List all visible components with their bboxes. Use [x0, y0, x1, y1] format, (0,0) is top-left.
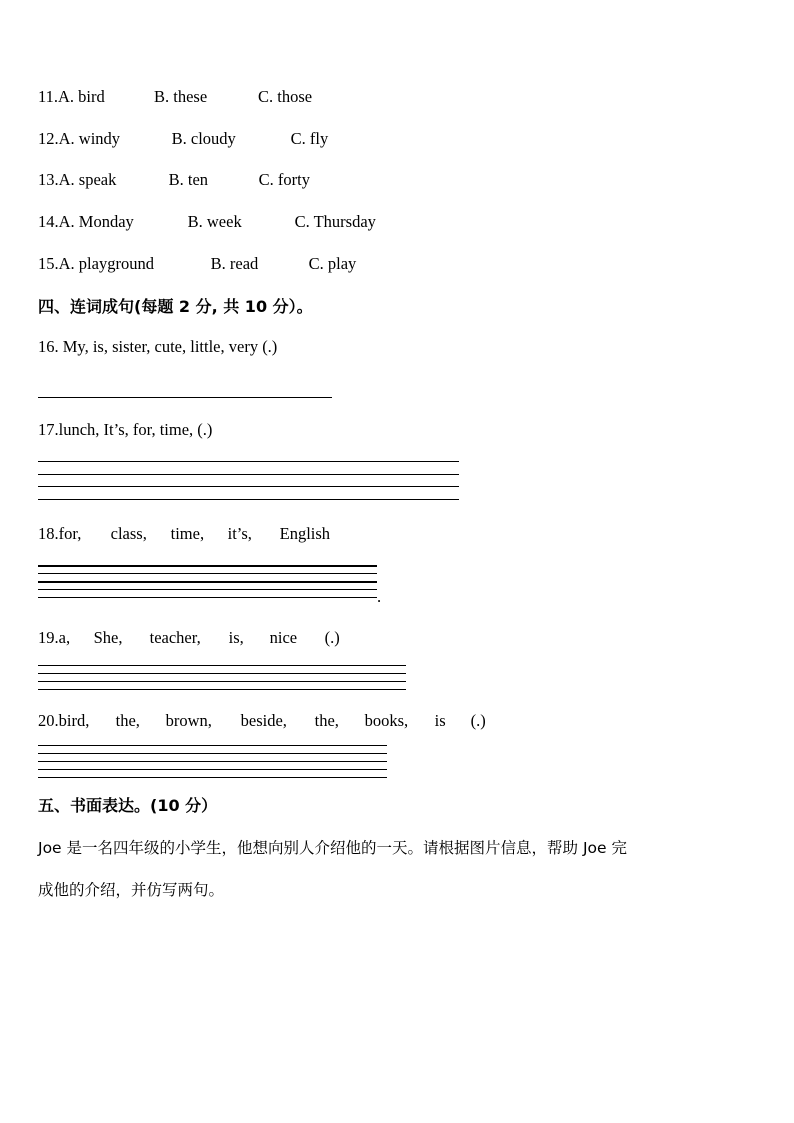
- word: She,: [93, 628, 123, 647]
- question-number: 19.: [38, 628, 59, 647]
- question-16-prompt: 16. My, is, sister, cute, little, very (.): [38, 337, 278, 356]
- option-a: A. Monday: [58, 212, 134, 231]
- answer-line[interactable]: [38, 597, 377, 598]
- word: class,: [110, 524, 147, 543]
- answer-line[interactable]: [38, 689, 406, 690]
- word: beside,: [240, 711, 287, 730]
- word: teacher,: [149, 628, 201, 647]
- option-a: A. playground: [58, 254, 154, 273]
- word: is,: [228, 628, 244, 647]
- word: (.): [470, 711, 486, 730]
- word: bird,: [58, 711, 90, 730]
- question-14-row: [38, 212, 376, 232]
- writing-instructions-line-2: 成他的介绍，并仿写两句。: [38, 881, 225, 899]
- option-b: B. ten: [168, 170, 209, 189]
- answer-line[interactable]: [38, 565, 377, 567]
- option-c: C. play: [308, 254, 357, 273]
- option-a: A. bird: [58, 87, 105, 106]
- option-a: A. windy: [58, 129, 121, 148]
- option-b: B. these: [154, 87, 208, 106]
- writing-instructions-line-1: Joe 是一名四年级的小学生，他想向别人介绍他的一天。请根据图片信息，帮助 Joe 完: [38, 839, 627, 857]
- answer-line[interactable]: [38, 673, 406, 674]
- option-b: B. read: [210, 254, 259, 273]
- option-a: A. speak: [58, 170, 117, 189]
- question-number: 14.: [38, 212, 59, 231]
- word: (.): [324, 628, 340, 647]
- answer-line[interactable]: [38, 589, 377, 590]
- answer-line[interactable]: [38, 486, 459, 487]
- question-17-prompt: 17.lunch, It’s, for, time, (.): [38, 420, 213, 439]
- question-13-row: [38, 170, 310, 190]
- answer-line[interactable]: [38, 665, 406, 666]
- word: it’s,: [227, 524, 252, 543]
- answer-line[interactable]: [38, 745, 387, 746]
- answer-line[interactable]: [38, 461, 459, 462]
- question-number: 11.: [38, 87, 59, 106]
- question-18-prompt: [38, 524, 330, 544]
- answer-line[interactable]: [38, 681, 406, 682]
- answer-line[interactable]: [38, 397, 332, 398]
- word: a,: [58, 628, 71, 647]
- word: for,: [58, 524, 82, 543]
- question-number: 15.: [38, 254, 59, 273]
- answer-line[interactable]: [38, 581, 377, 583]
- option-b: B. week: [187, 212, 242, 231]
- option-c: C. forty: [258, 170, 310, 189]
- question-19-prompt: [38, 628, 340, 648]
- option-c: C. Thursday: [294, 212, 376, 231]
- option-c: C. those: [258, 87, 313, 106]
- answer-line[interactable]: [38, 761, 387, 762]
- word: English: [279, 524, 331, 543]
- question-12-row: [38, 129, 328, 149]
- section-5-heading: 五、书面表达。(10 分）: [38, 796, 218, 815]
- word: the,: [314, 711, 339, 730]
- answer-line[interactable]: [38, 474, 459, 475]
- line-end-period: .: [377, 587, 382, 606]
- section-4-heading: 四、连词成句(每题 2 分, 共 10 分）。: [38, 297, 313, 316]
- option-c: C. fly: [290, 129, 329, 148]
- answer-line[interactable]: [38, 573, 377, 574]
- question-number: 20.: [38, 711, 59, 730]
- question-15-row: [38, 254, 356, 274]
- word: is: [434, 711, 446, 730]
- word: the,: [115, 711, 140, 730]
- answer-line[interactable]: [38, 753, 387, 754]
- answer-line[interactable]: [38, 769, 387, 770]
- question-11-row: [38, 87, 312, 107]
- question-number: 12.: [38, 129, 59, 148]
- answer-line[interactable]: [38, 499, 459, 500]
- question-number: 13.: [38, 170, 59, 189]
- word: nice: [269, 628, 298, 647]
- word: brown,: [165, 711, 212, 730]
- option-b: B. cloudy: [171, 129, 236, 148]
- word: books,: [364, 711, 409, 730]
- question-20-prompt: [38, 711, 486, 731]
- word: time,: [170, 524, 205, 543]
- answer-line[interactable]: [38, 777, 387, 778]
- question-number: 18.: [38, 524, 59, 543]
